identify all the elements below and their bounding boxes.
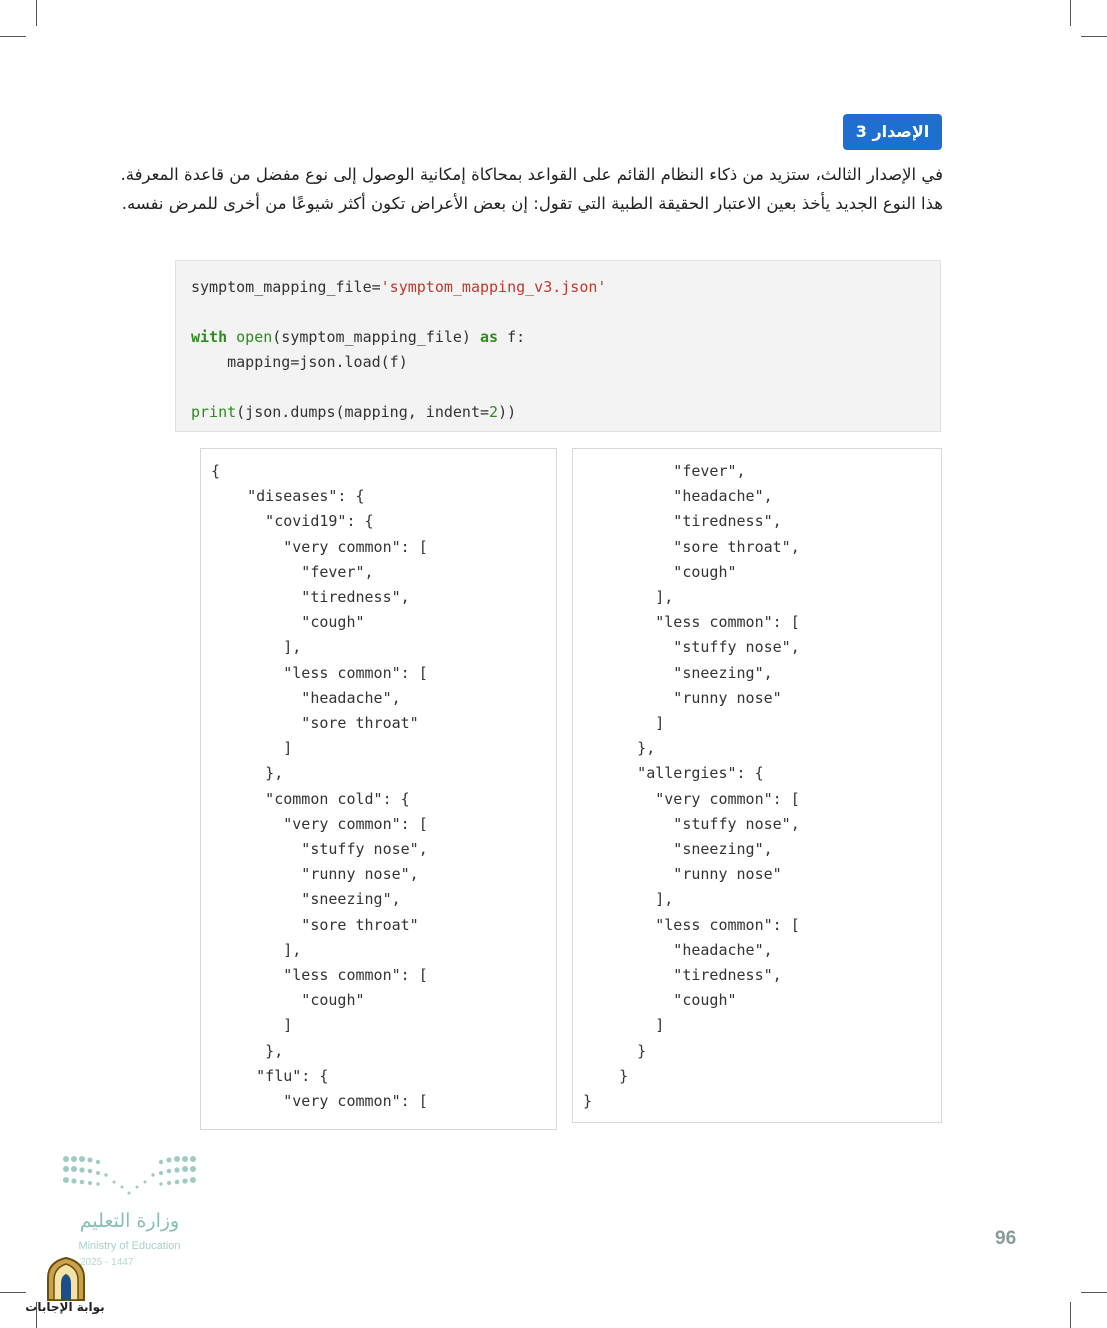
ministry-year: 2025 - 1447 bbox=[80, 1257, 134, 1268]
crop-mark bbox=[1070, 1302, 1071, 1328]
code-cell bbox=[175, 260, 941, 432]
code-fn-print: print bbox=[191, 403, 237, 421]
code-text bbox=[191, 275, 606, 425]
code-open-args: (symptom_mapping_file) bbox=[272, 328, 480, 346]
ministry-logo-dots-icon bbox=[62, 1155, 197, 1197]
output-panel-right bbox=[572, 448, 942, 1123]
code-as-tail: f: bbox=[498, 328, 526, 346]
output-json-left: { "diseases": { "covid19": { "very common": [ "fever", "tiredness", "cough" ], "less common": [ "headache", "sore throat" ] }, "common cold": { "very common": [ "stuffy nose", "runny nose", "sneezing", "sore throat" ], "less common": [ "cough" ] }, "flu": { "very common": [ bbox=[211, 462, 428, 1111]
code-keyword-with: with bbox=[191, 328, 228, 346]
page-number: 96 bbox=[995, 1228, 1017, 1249]
output-panel-left bbox=[200, 448, 557, 1130]
code-indent-number: 2 bbox=[489, 403, 499, 421]
portal-label: بوابة الإجابات bbox=[25, 1300, 105, 1314]
ministry-name-arabic: وزارة التعليم bbox=[79, 1210, 180, 1232]
code-string: 'symptom_mapping_v3.json' bbox=[380, 278, 607, 296]
code-fn-open: open bbox=[236, 328, 273, 346]
output-json-right: "fever", "headache", "tiredness", "sore throat", "cough" ], "less common": [ "stuffy nose", "sneezing", "runny nose" ] }, "allergies": { "very common": [ "stuffy nose", "sneezing", "runny nose" ], "less common": [ "headache", "tiredness", "cough" ] } } } bbox=[583, 462, 800, 1111]
portal-building-icon bbox=[44, 1256, 88, 1302]
code-print-args: (json.dumps(mapping, indent= bbox=[236, 403, 490, 421]
crop-mark bbox=[1070, 0, 1071, 26]
code-print-close: )) bbox=[498, 403, 517, 421]
code-keyword-as: as bbox=[480, 328, 499, 346]
crop-mark bbox=[36, 0, 37, 26]
intro-paragraph: في الإصدار الثالث، ستزيد من ذكاء النظام القائم على القواعد بمحاكاة إمكانية الوصول إلى نوع مفضل من قاعدة المعرفة. هذا النوع الجديد يأخذ بعين الاعتبار الحقيقة الطبية التي تقول: إن بعض الأعراض تكون أكثر شيوعًا من أخرى للمرض نفسه. bbox=[120, 165, 943, 213]
version-badge: الإصدار 3 bbox=[843, 114, 942, 150]
crop-mark bbox=[0, 36, 26, 37]
crop-mark bbox=[0, 1292, 26, 1293]
code-var: symptom_mapping_file= bbox=[191, 278, 381, 296]
crop-mark bbox=[1081, 1292, 1107, 1293]
crop-mark bbox=[1081, 36, 1107, 37]
ministry-name-english: Ministry of Education bbox=[78, 1240, 181, 1252]
code-load-line: mapping=json.load(f) bbox=[191, 353, 408, 371]
